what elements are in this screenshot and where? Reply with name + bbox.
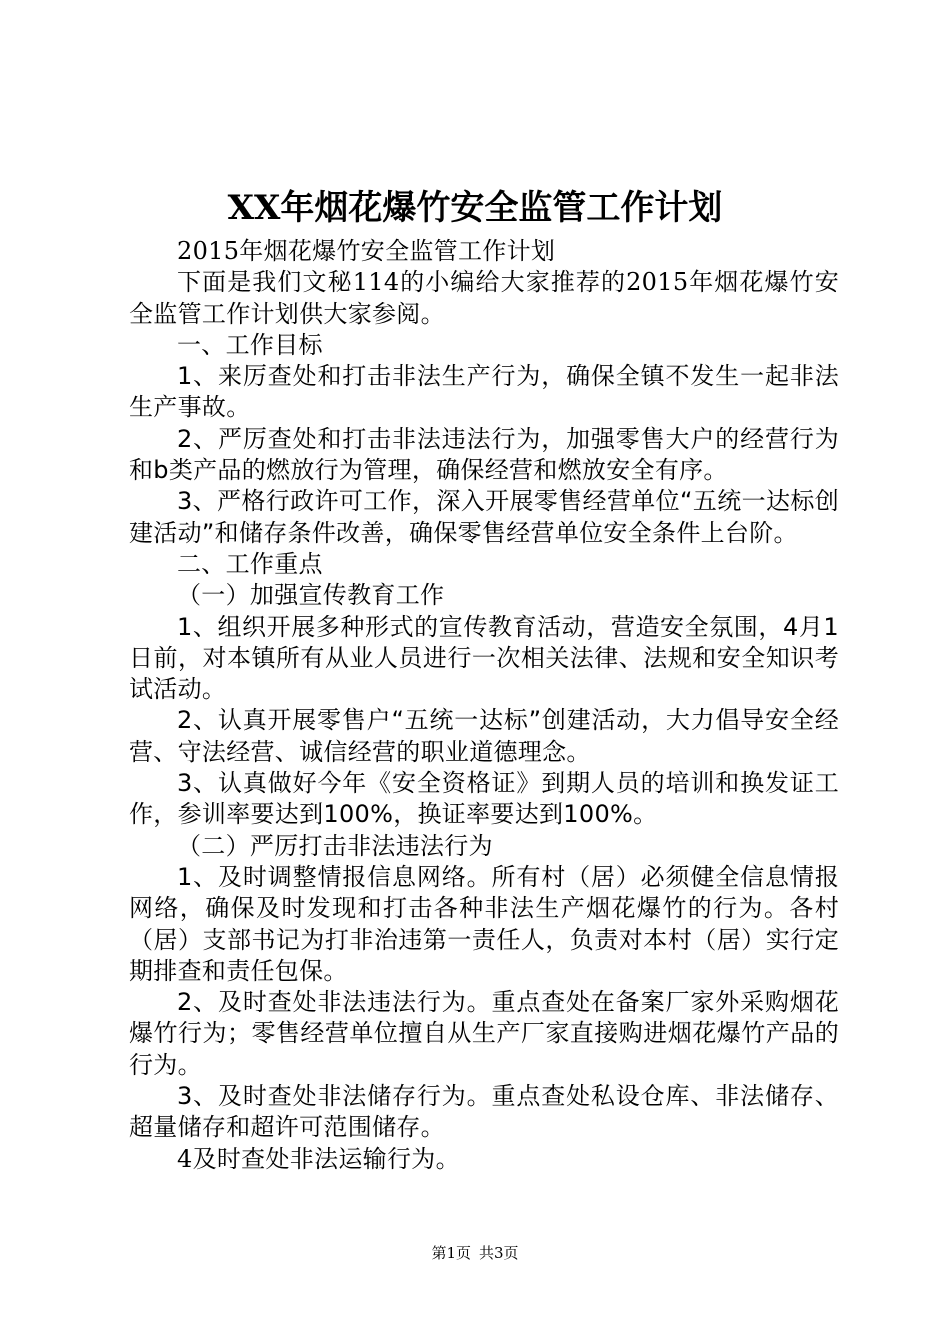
paragraph-crackdown-1-lead: 1、及时调整情报信息网络。 — [177, 862, 492, 891]
paragraph-crackdown-2-body: 重点查处在备案厂家外采购烟花爆竹行为；零售经营单位擅自从生产厂家直接购进烟花爆竹产品的行为。 — [129, 988, 839, 1079]
document-body — [129, 236, 839, 1175]
heading-work-focus: 二、工作重点 — [177, 549, 323, 578]
page-footer — [0, 1243, 950, 1263]
paragraph-education-1: 1、组织开展多种形式的宣传教育活动，营造安全氛围，4月1日前，对本镇所有从业人员进行一次相关法律、法规和安全知识考试活动。 — [129, 612, 839, 704]
paragraph-goal-1: 1、来厉查处和打击非法生产行为，确保全镇不发生一起非法生产事故。 — [129, 362, 839, 422]
paragraph-crackdown-3-lead: 3、及时查处非法储存行为。 — [177, 1082, 492, 1111]
subheading-education: （一）加强宣传教育工作 — [177, 581, 445, 610]
paragraph-crackdown-2-lead: 2、及时查处非法违法行为。 — [177, 988, 492, 1017]
paragraph-crackdown-1-body: 所有村（居）必须健全信息情报网络，确保及时发现和打击各种非法生产烟花爆竹的行为。各村（居）支部书记为打非治违第一责任人，负责对本村（居）实行定期排查和责任包保。 — [129, 862, 839, 985]
heading-work-goals: 一、工作目标 — [177, 330, 323, 359]
paragraph-goal-2: 2、严厉查处和打击非法违法行为，加强零售大户的经营行为和b类产品的燃放行为管理，确保经营和燃放安全有序。 — [129, 424, 839, 485]
subheading-crackdown: （二）严厉打击非法违法行为 — [177, 831, 493, 860]
page-number: 第1页 — [431, 1244, 471, 1262]
paragraph-goal-3: 3、严格行政许可工作，深入开展零售经营单位“五统一达标创建活动”和储存条件改善，确保零售经营单位安全条件上台阶。 — [129, 487, 839, 547]
paragraph-crackdown-1 — [129, 862, 839, 987]
page-total: 共3页 — [479, 1244, 519, 1262]
paragraph-education-3: 3、认真做好今年《安全资格证》到期人员的培训和换发证工作，参训率要达到100%，换证率要达到100%。 — [129, 769, 839, 829]
paragraph-subtitle: 2015年烟花爆竹安全监管工作计划 — [177, 237, 556, 265]
paragraph-intro: 下面是我们文秘114的小编给大家推荐的2015年烟花爆竹安全监管工作计划供大家参阅。 — [129, 268, 839, 328]
paragraph-education-2: 2、认真开展零售户“五统一达标”创建活动，大力倡导安全经营、守法经营、诚信经营的职业道德理念。 — [129, 706, 839, 766]
paragraph-crackdown-3-body: 重点查处私设仓库、非法储存、超量储存和超许可范围储存。 — [129, 1082, 839, 1142]
paragraph-crackdown-2 — [129, 987, 839, 1081]
paragraph-crackdown-4: 4及时查处非法运输行为。 — [177, 1144, 460, 1173]
paragraph-crackdown-3 — [129, 1081, 839, 1144]
document-title: XX年烟花爆竹安全监管工作计划 — [227, 188, 723, 228]
